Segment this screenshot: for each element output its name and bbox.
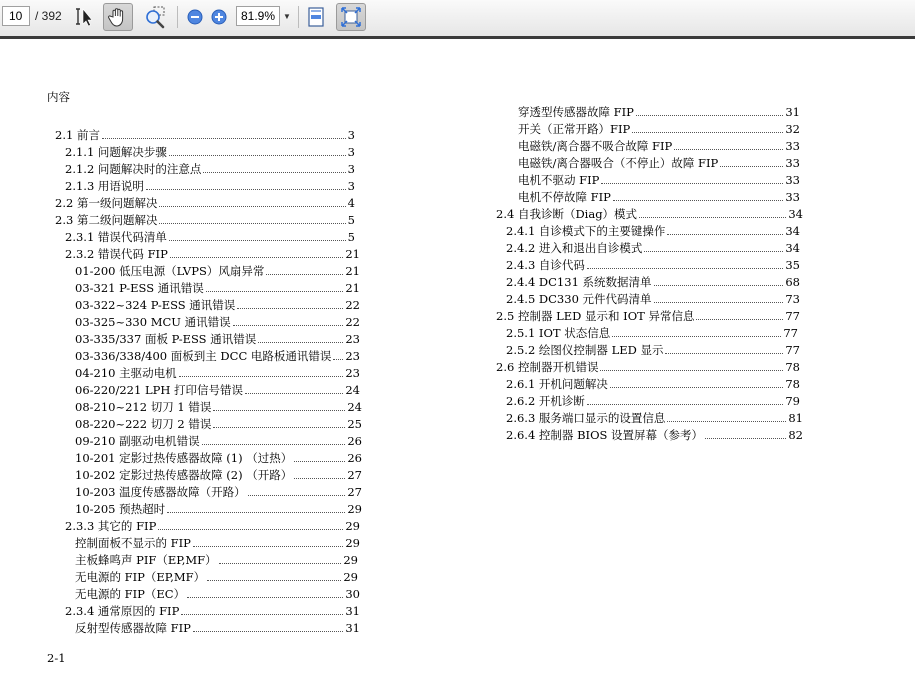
toc-entry-page: 77 [785,343,800,357]
toc-entry[interactable] [55,212,355,229]
toc-entry-page: 21 [345,247,360,261]
toc-entry-page: 34 [785,241,800,255]
toc-entry-page: 3 [347,179,355,193]
toc-entry[interactable] [65,518,360,535]
toc-entry[interactable] [506,376,800,393]
toc-dot-leader [632,132,783,133]
toc-entry[interactable] [75,263,360,280]
toc-entry[interactable] [518,172,800,189]
toc-entry-page: 5 [347,213,355,227]
toolbar-separator [298,6,299,28]
toc-entry[interactable] [75,314,360,331]
toc-entry-page: 22 [345,315,360,329]
toc-entry[interactable] [75,501,362,518]
toc-entry[interactable] [506,427,803,444]
fit-width-icon [340,6,362,28]
toc-entry-page: 33 [785,139,800,153]
toc-dot-leader [206,291,344,292]
toc-entry-page: 33 [785,173,800,187]
toc-entry-title: 2.5.1 IOT 状态信息 [506,326,611,340]
page-number-input[interactable]: 10 [2,6,30,26]
toc-dot-leader [601,183,783,184]
toc-entry-title: 电机不停故障 FIP [518,190,611,204]
toc-entry-page: 29 [343,553,358,567]
toc-entry[interactable] [506,257,800,274]
document-page [0,39,915,683]
marquee-zoom-icon [143,5,167,29]
toc-entry-title: 2.3.3 其它的 FIP [65,519,157,533]
toc-dot-leader [674,149,783,150]
toc-entry-title: 2.4.2 进入和退出自诊模式 [506,241,643,255]
toc-entry[interactable] [75,365,360,382]
toc-entry[interactable] [496,359,800,376]
toc-entry-title: 控制面板不显示的 FIP [75,536,191,550]
toc-dot-leader [159,223,345,224]
toc-entry-page: 29 [345,519,360,533]
toc-entry-title: 2.4.4 DC131 系统数据清单 [506,275,652,289]
toc-entry-page: 26 [347,451,362,465]
toc-entry-title: 01-200 低压电源（LVPS）风扇异常 [75,264,265,278]
toc-entry-page: 77 [785,309,800,323]
toc-dot-leader [146,189,346,190]
toc-entry-title: 2.6.4 控制器 BIOS 设置屏幕（参考） [506,428,704,442]
toc-entry-title: 2.4.5 DC330 元件代码清单 [506,292,652,306]
toc-entry-page: 25 [347,417,362,431]
toc-dot-leader [159,206,345,207]
toc-entry-title: 2.1.2 问题解决时的注意点 [65,162,202,176]
toc-dot-leader [187,597,343,598]
toc-dot-leader [613,200,783,201]
toc-entry[interactable] [506,240,800,257]
toc-entry-title: 2.3.4 通常原因的 FIP [65,604,180,618]
toc-entry-page: 21 [345,281,360,295]
toc-entry-title: 无电源的 FIP（EC） [75,587,186,601]
zoom-level-input[interactable]: 81.9% [236,6,280,26]
toc-entry-title: 电机不驱动 FIP [518,173,600,187]
fit-page-icon [305,6,327,28]
toc-entry-page: 77 [783,326,798,340]
toc-entry[interactable] [506,342,800,359]
toc-entry-title: 2.3 第二级问题解决 [55,213,158,227]
toc-entry-title: 03-321 P-ESS 通讯错误 [75,281,204,295]
toc-dot-leader [639,217,786,218]
toc-entry[interactable] [65,178,355,195]
fit-page-button[interactable] [301,3,331,31]
toc-entry-title: 2.5.2 绘图仪控制器 LED 显示 [506,343,664,357]
fit-width-button[interactable] [336,3,366,31]
page-total-label: / 392 [35,9,62,23]
toc-entry[interactable] [518,189,800,206]
toc-dot-leader [258,342,343,343]
toc-entry-page: 27 [347,485,362,499]
hand-icon [107,6,129,28]
toc-entry[interactable] [65,603,360,620]
toc-dot-leader [207,580,341,581]
toc-dot-leader [233,325,344,326]
toc-dot-leader [720,166,783,167]
toc-entry[interactable] [75,280,360,297]
hand-tool-button[interactable] [103,3,133,31]
toc-entry[interactable] [65,229,355,246]
toc-entry-page: 3 [347,162,355,176]
toc-dot-leader [333,359,343,360]
toc-entry[interactable] [506,274,800,291]
toc-entry-title: 2.4 自我诊断（Diag）模式 [496,207,638,221]
toc-entry-title: 主板蜂鸣声 PIF（EP,MF） [75,553,217,567]
toc-dot-leader [167,512,345,513]
toc-entry-title: 03-325~330 MCU 通讯错误 [75,315,231,329]
toc-entry[interactable] [496,206,803,223]
toc-dot-leader [213,427,345,428]
select-text-tool-button[interactable] [70,3,100,31]
toc-dot-leader [636,115,783,116]
toc-entry-title: 无电源的 FIP（EP,MF） [75,570,206,584]
toc-dot-leader [193,546,343,547]
toc-entry-page: 33 [785,156,800,170]
toc-entry-page: 78 [785,377,800,391]
toc-dot-leader [158,529,343,530]
toc-entry[interactable] [506,393,800,410]
toc-entry[interactable] [496,308,800,325]
viewer-toolbar [0,0,915,37]
toc-entry-page: 23 [345,349,360,363]
toolbar-separator [177,6,178,28]
toc-entry-page: 23 [345,332,360,346]
zoom-out-icon [186,8,204,26]
toc-dot-leader [610,387,783,388]
toc-entry[interactable] [65,144,355,161]
toc-entry-title: 穿透型传感器故障 FIP [518,105,634,119]
toc-dot-leader [213,410,345,411]
toc-entry-page: 21 [345,264,360,278]
toc-entry[interactable] [75,569,358,586]
toc-dot-leader [202,444,346,445]
toc-entry-title: 反射型传感器故障 FIP [75,621,191,635]
toc-dot-leader [612,336,781,337]
toc-entry-title: 2.4.1 自诊模式下的主要键操作 [506,224,666,238]
toc-entry-page: 34 [785,224,800,238]
toc-entry[interactable] [75,467,362,484]
zoom-in-button[interactable] [204,3,234,31]
toc-entry-page: 35 [785,258,800,272]
toc-entry[interactable] [55,195,355,212]
toc-entry-title: 03-336/338/400 面板到主 DCC 电路板通讯错误 [75,349,332,363]
toc-entry-page: 31 [345,621,360,635]
toc-entry-page: 81 [788,411,803,425]
toc-entry[interactable] [75,331,360,348]
toc-dot-leader [654,285,784,286]
toc-entry-page: 29 [345,536,360,550]
toc-entry[interactable] [75,416,362,433]
toc-entry-title: 2.4.3 自诊代码 [506,258,585,272]
toc-entry[interactable] [65,161,355,178]
toc-entry-page: 27 [347,468,362,482]
toc-entry[interactable] [506,410,803,427]
toc-dot-leader [667,234,783,235]
marquee-zoom-button[interactable] [140,3,170,31]
toc-entry[interactable] [518,138,800,155]
toc-entry[interactable] [518,155,800,172]
toc-entry-page: 26 [347,434,362,448]
toc-dot-leader [179,376,344,377]
toc-dot-leader [181,614,343,615]
toc-entry[interactable] [506,325,798,342]
toc-entry-page: 31 [785,105,800,119]
toc-entry-page: 78 [785,360,800,374]
toc-dot-leader [169,155,346,156]
toc-entry-title: 2.6 控制器开机错误 [496,360,599,374]
select-text-icon [73,6,97,28]
toc-entry-title: 2.2 第一级问题解决 [55,196,158,210]
toc-entry[interactable] [75,348,360,365]
toc-entry-title: 2.3.1 错误代码清单 [65,230,167,244]
toc-dot-leader [665,353,783,354]
toc-entry-page: 31 [345,604,360,618]
toc-entry-title: 电磁铁/离合器不吸合故障 FIP [518,139,673,153]
toc-dot-leader [169,240,346,241]
toc-entry-page: 30 [345,587,360,601]
toc-entry-title: 2.6.3 服务端口显示的设置信息 [506,411,666,425]
chevron-down-icon: ▼ [283,11,291,21]
toc-dot-leader [587,404,783,405]
toc-entry-title: 08-210~212 切刀 1 错误 [75,400,212,414]
toc-entry[interactable] [75,484,362,501]
toc-entry-page: 22 [345,298,360,312]
toc-entry-title: 2.3.2 错误代码 FIP [65,247,168,261]
toc-dot-leader [644,251,783,252]
toc-dot-leader [248,495,346,496]
toc-entry[interactable] [75,535,360,552]
toc-entry-page: 29 [347,502,362,516]
toc-dot-leader [102,138,346,139]
toc-entry-title: 03-322~324 P-ESS 通讯错误 [75,298,236,312]
toc-entry[interactable] [75,620,360,637]
toc-heading: 内容 [47,90,70,104]
toc-dot-leader [600,370,783,371]
toc-entry[interactable] [518,104,800,121]
toc-entry-title: 08-220~222 切刀 2 错误 [75,417,212,431]
toc-dot-leader [245,393,343,394]
zoom-dropdown-button[interactable] [281,6,293,26]
toc-entry-title: 2.6.2 开机诊断 [506,394,585,408]
toc-entry-title: 04-210 主驱动电机 [75,366,177,380]
toc-entry-page: 82 [788,428,803,442]
toc-entry-page: 4 [347,196,355,210]
toc-entry-title: 开关（正常开路）FIP [518,122,631,136]
toc-dot-leader [193,631,343,632]
toc-entry-page: 3 [347,145,355,159]
toc-entry-title: 2.6.1 开机问题解决 [506,377,608,391]
toc-entry-title: 10-203 温度传感器故障（开路） [75,485,246,499]
toc-dot-leader [170,257,344,258]
toc-entry[interactable] [75,586,360,603]
toc-entry[interactable] [75,297,360,314]
toc-dot-leader [237,308,343,309]
toc-entry[interactable] [506,223,800,240]
toc-entry[interactable] [75,450,362,467]
toc-entry[interactable] [518,121,800,138]
toc-entry-page: 79 [785,394,800,408]
toc-entry[interactable] [55,127,355,144]
toc-dot-leader [294,478,345,479]
toc-entry[interactable] [75,552,358,569]
toc-entry[interactable] [75,382,360,399]
toc-entry-title: 06-220/221 LPH 打印信号错误 [75,383,244,397]
toc-entry-page: 24 [347,400,362,414]
toc-dot-leader [667,421,786,422]
toc-entry-title: 09-210 副驱动电机错误 [75,434,200,448]
toc-entry-page: 23 [345,366,360,380]
toc-entry-title: 电磁铁/离合器吸合（不停止）故障 FIP [518,156,719,170]
toc-entry-title: 2.1 前言 [55,128,100,142]
toc-dot-leader [654,302,784,303]
toc-entry-page: 33 [785,190,800,204]
toc-dot-leader [266,274,343,275]
toc-dot-leader [219,563,342,564]
toc-dot-leader [587,268,783,269]
toc-entry-page: 73 [785,292,800,306]
toc-entry-title: 2.5 控制器 LED 显示和 IOT 异常信息 [496,309,695,323]
toc-entry-title: 2.1.1 问题解决步骤 [65,145,167,159]
toc-entry[interactable] [75,433,362,450]
toc-dot-leader [203,172,345,173]
toc-entry[interactable] [506,291,800,308]
toc-entry-title: 10-205 预热超时 [75,502,166,516]
page-footer-number: 2-1 [47,651,66,665]
toc-entry-page: 32 [785,122,800,136]
toc-dot-leader [705,438,786,439]
toc-entry-page: 5 [347,230,355,244]
toc-entry-title: 03-335/337 面板 P-ESS 通讯错误 [75,332,257,346]
toc-entry-page: 24 [345,383,360,397]
toc-entry-title: 10-201 定影过热传感器故障 (1) （过热） [75,451,293,465]
zoom-in-icon [210,8,228,26]
toc-entry-page: 68 [785,275,800,289]
toc-entry-page: 34 [788,207,803,221]
toc-entry-title: 2.1.3 用语说明 [65,179,144,193]
toc-entry[interactable] [75,399,362,416]
toc-entry-page: 3 [347,128,355,142]
toc-entry-page: 29 [343,570,358,584]
toc-dot-leader [294,461,345,462]
toc-entry[interactable] [65,246,360,263]
toc-entry-title: 10-202 定影过热传感器故障 (2) （开路） [75,468,293,482]
toc-dot-leader [696,319,783,320]
